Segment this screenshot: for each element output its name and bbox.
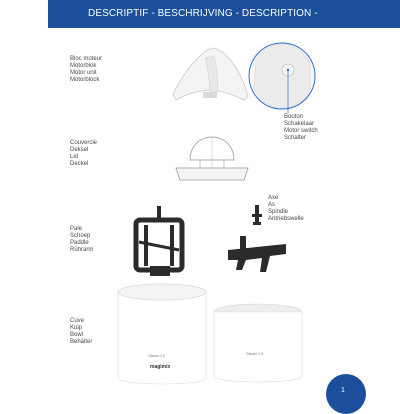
bowl-right-capacity: Glacier 1.5 <box>246 352 263 356</box>
label-fr: Axe <box>268 195 279 201</box>
label-de: Deckel <box>70 161 89 167</box>
label-en: Motor unit <box>70 70 97 76</box>
motor-unit-label <box>70 56 102 84</box>
label-en: Spindle <box>268 209 289 215</box>
label-fr: Couvercle <box>70 140 98 146</box>
motor-switch-illustration <box>249 43 315 113</box>
label-de: Motorblock <box>70 77 100 83</box>
motor-switch-label <box>284 114 318 142</box>
label-en: Lid <box>70 154 79 160</box>
label-en: Motor switch <box>284 128 318 134</box>
page-title: DESCRIPTIF - BESCHRIJVING - DESCRIPTION - BESCHREIBUNG <box>88 8 318 47</box>
motor-unit-illustration <box>173 48 248 100</box>
label-fr: Bloc moteur <box>70 56 103 62</box>
paddle-illustration <box>136 206 182 276</box>
lid-label <box>70 140 97 168</box>
label-de: Schalter <box>284 135 307 141</box>
page-number-badge <box>326 374 366 414</box>
label-de: Behälter <box>70 339 93 345</box>
label-nl: Schakelaar <box>284 121 315 127</box>
bowl-left-capacity: Glacier 1.5 <box>148 354 165 358</box>
label-en: Paddle <box>70 240 89 246</box>
page-number: 1 <box>341 387 345 394</box>
label-fr: Bouton <box>284 114 304 120</box>
label-nl: Schoep <box>70 233 91 239</box>
brand-logo: magimix <box>150 364 171 370</box>
label-fr: Pale <box>70 226 83 232</box>
label-de: Antriebswelle <box>268 216 304 222</box>
label-en: Bowl <box>70 332 84 338</box>
label-nl: As <box>268 202 276 208</box>
bowl-right-illustration <box>214 304 302 382</box>
lid-illustration <box>176 137 248 180</box>
bowl-label <box>70 318 92 346</box>
spindle-label <box>268 195 304 223</box>
label-de: Rührarm <box>70 247 94 253</box>
label-nl: Deksel <box>70 147 89 153</box>
label-fr: Cuve <box>70 318 85 324</box>
label-nl: Motorblok <box>70 63 97 69</box>
paddle-label <box>70 226 93 254</box>
label-nl: Kuip <box>70 325 83 331</box>
